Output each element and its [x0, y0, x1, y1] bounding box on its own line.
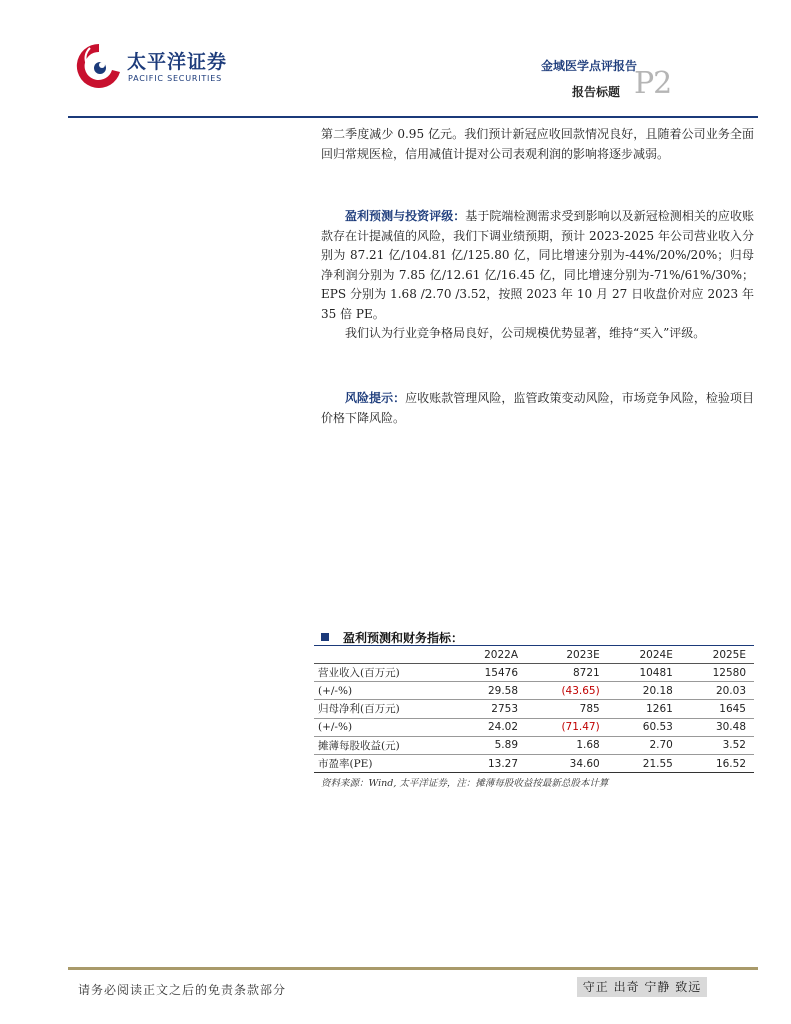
table-title — [321, 629, 754, 646]
table-cell: 34.60 — [526, 754, 608, 772]
table-row — [314, 664, 754, 682]
table-row — [314, 682, 754, 700]
report-series-title: 金域医学点评报告 — [540, 59, 637, 73]
column-header — [314, 646, 452, 664]
page-number: P2 — [634, 66, 672, 101]
table-row — [314, 736, 754, 754]
row-label: 归母净利(百万元) — [314, 700, 452, 718]
row-label: 营业收入(百万元) — [314, 664, 452, 682]
header-divider — [68, 116, 758, 118]
table-cell: 12580 — [681, 664, 754, 682]
paragraph-rating: 我们认为行业竞争格局良好，公司规模优势显著，维持“买入”评级。 — [345, 326, 706, 340]
table-cell: 20.03 — [681, 682, 754, 700]
table-cell: 785 — [526, 700, 608, 718]
row-label: 摊薄每股收益(元) — [314, 736, 452, 754]
footer-motto: 守正 出奇 宁静 致远 — [577, 977, 707, 997]
report-title: 报告标题 — [571, 85, 620, 99]
logo-text-cn: 太平洋证券 — [127, 51, 228, 73]
table-row — [314, 718, 754, 736]
table-cell: 8721 — [526, 664, 608, 682]
table-cell: 29.58 — [452, 682, 526, 700]
table-source-note: 资料来源：Wind, 太平洋证券，注：摊薄每股收益按最新总股本计算 — [321, 778, 609, 789]
body-section — [321, 125, 754, 164]
risk-section — [321, 389, 754, 428]
pacific-securities-logo-icon — [76, 42, 122, 90]
row-label: 市盈率(PE) — [314, 754, 452, 772]
table-cell: 3.52 — [681, 736, 754, 754]
table-cell: 1645 — [681, 700, 754, 718]
table-header-row — [314, 646, 754, 664]
column-header: 2022A — [452, 646, 526, 664]
square-bullet-icon — [321, 633, 329, 641]
table-cell: 30.48 — [681, 718, 754, 736]
table-cell: 60.53 — [608, 718, 681, 736]
table-cell: 21.55 — [608, 754, 681, 772]
footer-divider — [68, 967, 758, 970]
forecast-label: 盈利预测与投资评级： — [345, 209, 466, 223]
rating-section — [321, 207, 754, 344]
table-cell: 5.89 — [452, 736, 526, 754]
table-cell: 1261 — [608, 700, 681, 718]
paragraph-forecast — [321, 207, 754, 324]
risk-label: 风险提示： — [345, 391, 406, 405]
table-cell: 24.02 — [452, 718, 526, 736]
row-label: (+/-%) — [314, 682, 452, 700]
table-row — [314, 754, 754, 772]
table-cell: 2.70 — [608, 736, 681, 754]
table-cell-negative: (43.65) — [526, 682, 608, 700]
risk-text: 应收账款管理风险，监管政策变动风险，市场竞争风险，检验项目价格下降风险。 — [321, 391, 754, 425]
table-cell: 13.27 — [452, 754, 526, 772]
logo-text-en: PACIFIC SECURITIES — [128, 74, 222, 83]
table-cell: 16.52 — [681, 754, 754, 772]
column-header: 2023E — [526, 646, 608, 664]
column-header: 2024E — [608, 646, 681, 664]
table-cell: 10481 — [608, 664, 681, 682]
paragraph-credit-impairment: 第二季度减少 0.95 亿元。我们预计新冠应收回款情况良好，且随着公司业务全面回归常规医检，信用减值计提对公司表观利润的影响将逐步减弱。 — [321, 127, 754, 161]
table-row — [314, 700, 754, 718]
table-cell: 2753 — [452, 700, 526, 718]
financial-forecast-table — [314, 646, 754, 773]
table-cell-negative: (71.47) — [526, 718, 608, 736]
column-header: 2025E — [681, 646, 754, 664]
table-cell: 1.68 — [526, 736, 608, 754]
row-label: (+/-%) — [314, 718, 452, 736]
footer-disclaimer: 请务必阅读正文之后的免责条款部分 — [78, 983, 287, 997]
table-cell: 15476 — [452, 664, 526, 682]
company-logo — [76, 42, 236, 96]
table-cell: 20.18 — [608, 682, 681, 700]
paragraph-risk — [321, 389, 754, 428]
forecast-text: 基于院端检测需求受到影响以及新冠检测相关的应收账款存在计提减值的风险，我们下调业绩预期，预计 2023-2025 年公司营业收入分别为 87.21 亿/104.81 亿/125.80 亿，同比增速分别为-44%/20%/20%；归母净利润分别为 7.85 亿/12.61 亿/16.45 亿，同比增速分别为-71%/61%/30%；EPS 分别为 1.68 /2.70 /3.52，按照 2023 年 10 月 27 日收盘价对应 2023 年 35 倍 PE。 — [321, 209, 754, 321]
table-title-text: 盈利预测和财务指标： — [343, 631, 464, 645]
